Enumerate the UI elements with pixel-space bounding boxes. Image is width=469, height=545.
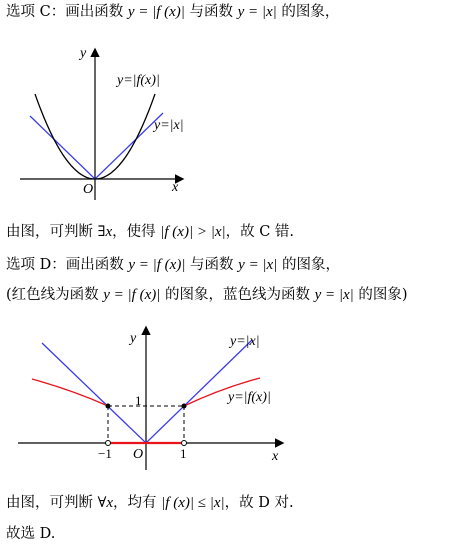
option-c-conclusion bbox=[6, 222, 294, 242]
text-segment: 与函数 bbox=[185, 257, 239, 273]
option-d-legend bbox=[6, 285, 408, 305]
math-f-abs: y = |f (x)| bbox=[127, 4, 185, 20]
origin-label: O bbox=[83, 182, 94, 197]
math-x-abs: y = |x| bbox=[238, 257, 278, 273]
math-f-abs: y = |f (x)| bbox=[128, 257, 186, 273]
curve-abs-fx-right bbox=[184, 378, 260, 406]
point-pos1-1 bbox=[182, 404, 187, 409]
x-axis-label: x bbox=[172, 180, 179, 195]
x-axis-label: x bbox=[272, 449, 279, 464]
math-x: x bbox=[105, 224, 113, 240]
text-segment: ，均有 bbox=[113, 495, 162, 511]
text-segment: (红色线为函数 bbox=[6, 287, 104, 303]
origin-label: O bbox=[133, 447, 144, 462]
text-segment: 由图，可判断 ∀ bbox=[6, 495, 107, 511]
text-segment: 的图象) bbox=[353, 287, 408, 303]
math-inequality: |f (x)| > |x| bbox=[160, 224, 226, 240]
option-d-intro bbox=[6, 255, 340, 275]
text-segment: 的图象， bbox=[276, 4, 340, 20]
text-segment: 故选 D. bbox=[6, 526, 56, 542]
text-segment: 的图象，蓝色线为函数 bbox=[160, 287, 315, 303]
y-axis-label: y bbox=[80, 46, 87, 61]
math-x-abs: y = |x| bbox=[314, 287, 354, 303]
text-segment: ，故 C 错. bbox=[225, 224, 295, 240]
label-abs-x: y=|x| bbox=[154, 118, 184, 133]
open-point-pos1 bbox=[182, 441, 187, 446]
math-f-abs: y = |f (x)| bbox=[103, 287, 161, 303]
option-d-conclusion bbox=[6, 493, 294, 513]
curve-abs-x bbox=[30, 113, 163, 179]
label-abs-fx: y=|f(x)| bbox=[228, 390, 271, 405]
final-answer bbox=[6, 524, 55, 544]
tick-x-neg1: −1 bbox=[98, 446, 112, 461]
tick-x-pos1: 1 bbox=[180, 446, 187, 461]
text-segment: 选项 D：画出函数 bbox=[6, 257, 129, 273]
y-axis-label: y bbox=[130, 331, 137, 346]
math-inequality: |f (x)| ≤ |x| bbox=[161, 495, 225, 511]
open-point-neg1 bbox=[106, 441, 111, 446]
label-abs-x: y=|x| bbox=[230, 334, 260, 349]
text-segment: 与函数 bbox=[184, 4, 238, 20]
curve-abs-x bbox=[42, 340, 252, 443]
curve-abs-fx bbox=[35, 94, 155, 179]
math-x: x bbox=[106, 495, 114, 511]
text-segment: 选项 C：画出函数 bbox=[6, 4, 128, 20]
curve-abs-fx-left bbox=[32, 379, 108, 406]
text-segment: 由图，可判断 ∃ bbox=[6, 224, 106, 240]
text-segment: ，使得 bbox=[112, 224, 161, 240]
label-abs-fx: y=|f(x)| bbox=[117, 73, 160, 88]
text-segment: ，故 D 对. bbox=[224, 495, 294, 511]
math-x-abs: y = |x| bbox=[237, 4, 277, 20]
point-neg1-1 bbox=[106, 404, 111, 409]
text-segment: 的图象， bbox=[277, 257, 340, 273]
tick-y-1: 1 bbox=[135, 393, 142, 408]
option-c-intro bbox=[6, 2, 339, 22]
